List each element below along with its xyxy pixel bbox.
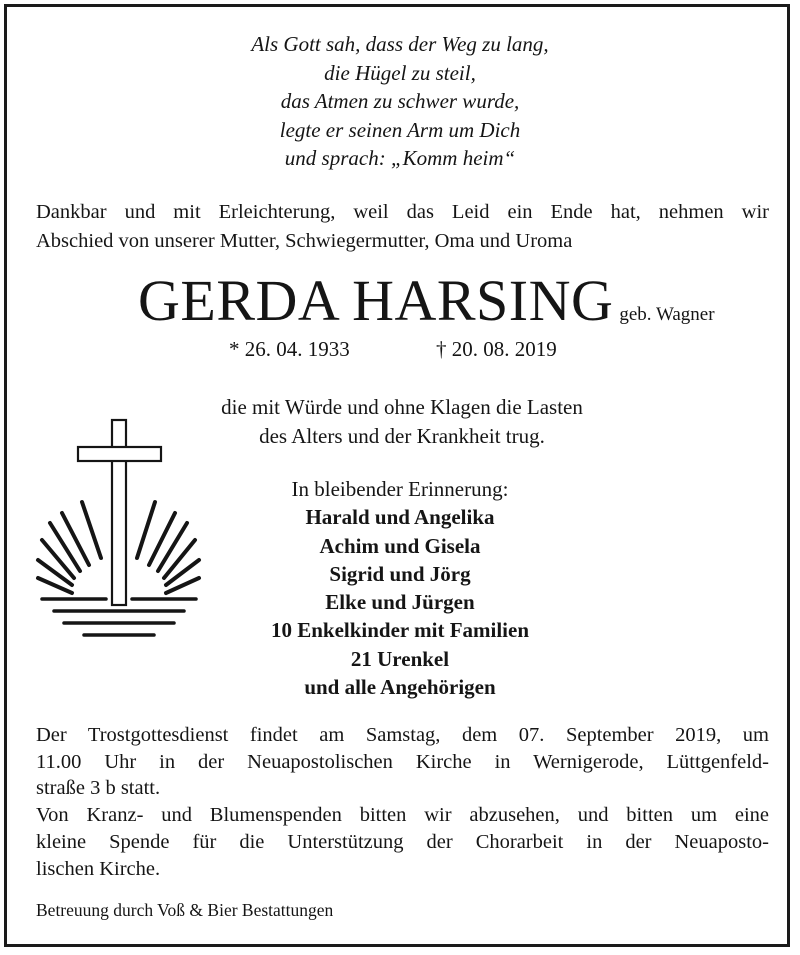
poem-line: und sprach: „Komm heim“: [284, 146, 516, 170]
mourner: 10 Enkelkinder mit Familien: [270, 618, 530, 643]
intro-line: Abschied von unserer Mutter, Schwiegermutter, Oma und Uroma: [36, 229, 573, 252]
service-line: lischen Kirche.: [36, 857, 161, 880]
memory-block: [200, 475, 600, 701]
intro-text: [36, 198, 769, 255]
death-date: † 20. 08. 2019: [436, 337, 557, 361]
service-info: [36, 722, 769, 882]
dignity-line: des Alters und der Krankheit trug.: [259, 424, 545, 448]
birth-date: * 26. 04. 1933: [229, 337, 350, 361]
service-line: Von Kranz- und Blumenspenden bitten wir abzusehen, und bitten um eine: [36, 804, 769, 827]
poem-line: die Hügel zu steil,: [324, 60, 476, 85]
funeral-home: Betreuung durch Voß & Bier Bestattungen: [36, 900, 334, 920]
poem-line: das Atmen zu schwer wurde,: [280, 89, 520, 113]
memory-heading: In bleibender Erinnerung:: [291, 477, 509, 501]
service-line: Der Trostgottesdienst findet am Samstag, dem 07. September 2019, um: [36, 724, 769, 746]
service-line: kleine Spende für die Unterstützung der Chorarbeit in der Neuaposto-: [36, 830, 769, 853]
poem-line: legte er seinen Arm um Dich: [279, 117, 521, 142]
service-line: straße 3 b statt.: [36, 777, 161, 800]
service-line: 11.00 Uhr in der Neuapostolischen Kirche in Wernigerode, Lüttgenfeld-: [36, 750, 769, 773]
mourner: Achim und Gisela: [319, 533, 481, 558]
dignity-line: die mit Würde und ohne Klagen die Lasten: [221, 395, 583, 419]
poem-line: Als Gott sah, dass der Weg zu lang,: [251, 32, 549, 56]
mourner: 21 Urenkel: [350, 646, 450, 671]
dignity-text: [187, 393, 617, 451]
maiden-name: geb. Wagner: [619, 304, 715, 325]
mourner: Harald und Angelika: [305, 505, 495, 530]
intro-line: Dankbar und mit Erleichterung, weil das Leid ein Ende hat, nehmen wir: [36, 201, 769, 223]
mourner: Elke und Jürgen: [325, 590, 475, 615]
mourner: und alle Angehörigen: [304, 675, 496, 700]
deceased-name: GERDA HARSING: [138, 268, 614, 333]
deceased-name-row: [138, 270, 715, 332]
mourner: Sigrid und Jörg: [329, 561, 471, 586]
poem: [0, 30, 800, 173]
cross-sunrise-water-icon: [34, 415, 204, 645]
